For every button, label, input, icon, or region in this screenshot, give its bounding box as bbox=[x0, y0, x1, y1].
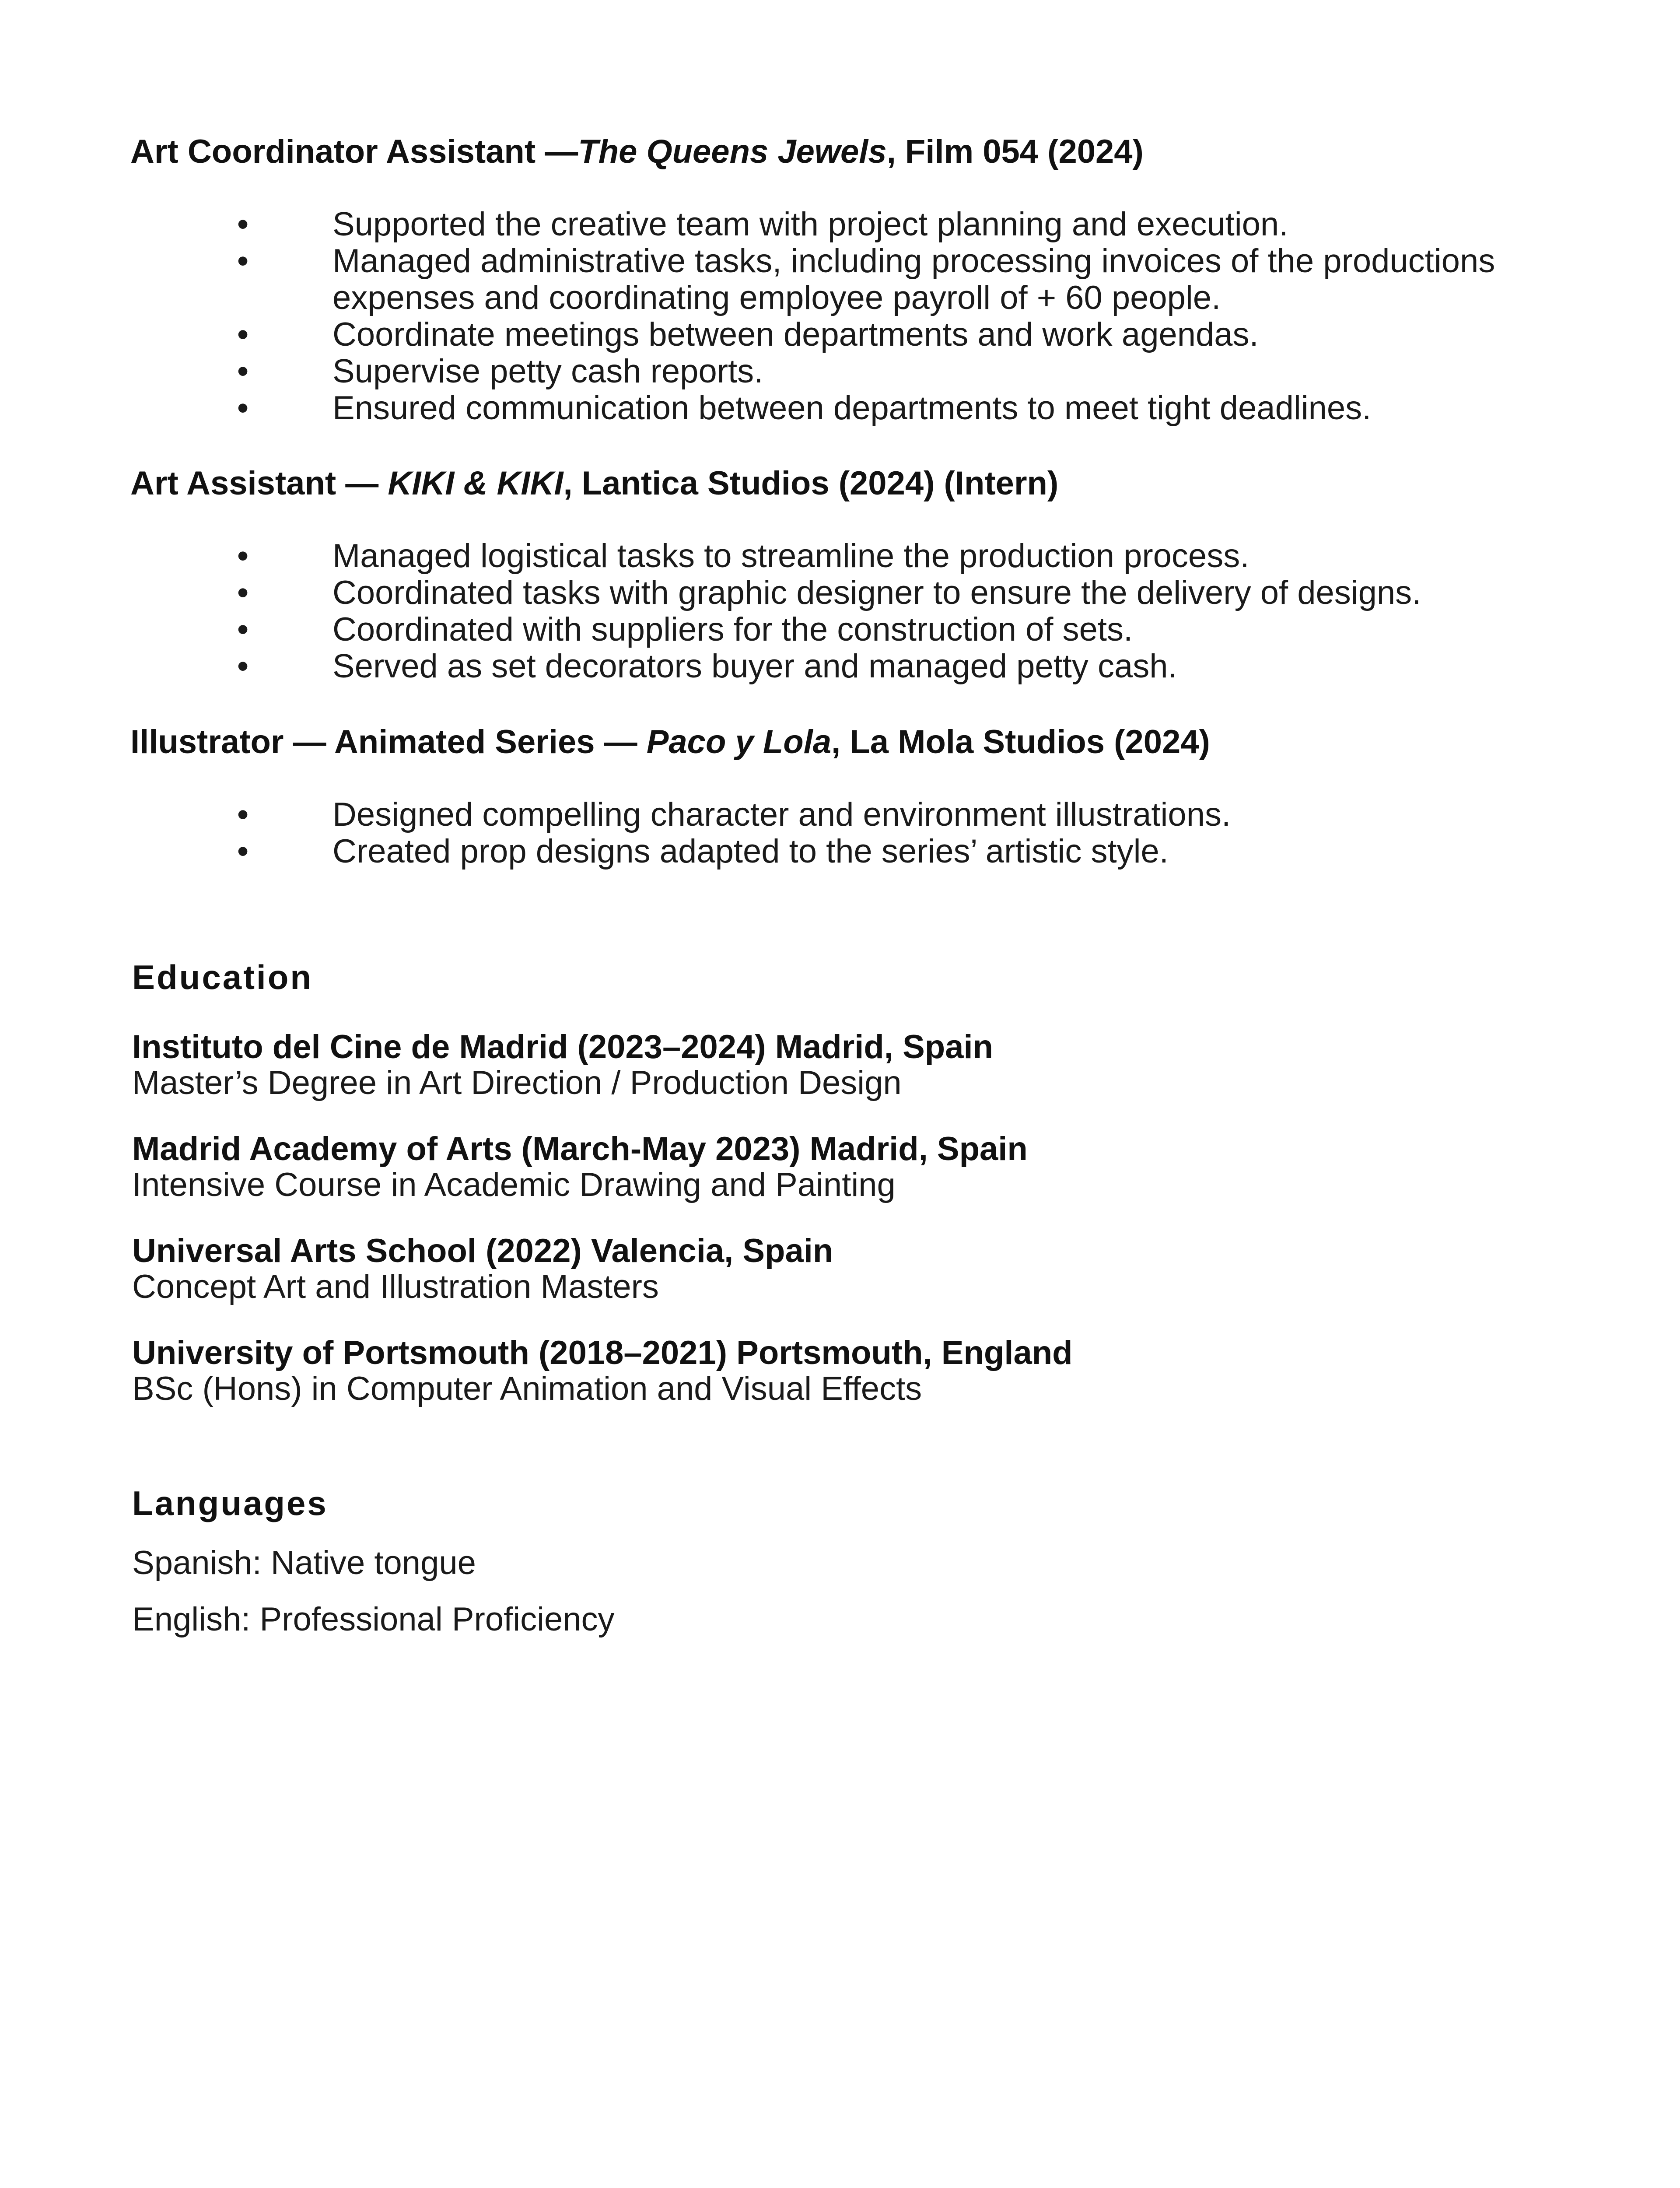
bullet-item: • Coordinate meetings between departments and work agendas. bbox=[130, 316, 1574, 353]
job-title-role: Art Assistant — bbox=[130, 465, 388, 502]
job-title-role: Art Coordinator Assistant — bbox=[130, 133, 578, 170]
language-item: Spanish: Native tongue bbox=[132, 1544, 476, 1581]
bullet-icon: • bbox=[237, 316, 249, 353]
languages-heading: Languages bbox=[132, 1484, 328, 1522]
job-bullets bbox=[130, 206, 1574, 427]
job-title bbox=[130, 133, 1574, 170]
bullet-item: • Coordinated with suppliers for the construction of sets. bbox=[130, 611, 1574, 648]
job-title-details: , La Mola Studios (2024) bbox=[831, 723, 1210, 761]
job-bullets bbox=[130, 796, 1574, 870]
degree-name: Intensive Course in Academic Drawing and Painting bbox=[132, 1166, 896, 1203]
bullet-icon: • bbox=[237, 796, 249, 833]
job-entry bbox=[130, 724, 1574, 870]
bullet-item: • Supported the creative team with project planning and execution. bbox=[130, 206, 1574, 243]
job-entry bbox=[130, 465, 1574, 685]
bullet-icon: • bbox=[237, 353, 249, 390]
degree-name: BSc (Hons) in Computer Animation and Visual Effects bbox=[132, 1370, 922, 1407]
bullet-item: • Created prop designs adapted to the series’ artistic style. bbox=[130, 833, 1574, 870]
job-title bbox=[130, 724, 1574, 761]
school-name: Instituto del Cine de Madrid (2023–2024) Madrid, Spain bbox=[132, 1028, 993, 1066]
bullet-icon: • bbox=[237, 206, 249, 243]
bullet-item: • Supervise petty cash reports. bbox=[130, 353, 1574, 390]
bullet-item: • Coordinated tasks with graphic designer to ensure the delivery of designs. bbox=[130, 575, 1574, 611]
education-entry bbox=[132, 1131, 1532, 1203]
job-entry bbox=[130, 133, 1574, 427]
bullet-icon: • bbox=[237, 648, 249, 685]
job-bullets bbox=[130, 538, 1574, 685]
education-heading: Education bbox=[132, 958, 313, 996]
school-name: Madrid Academy of Arts (March-May 2023) Madrid, Spain bbox=[132, 1130, 1028, 1168]
education-entry bbox=[132, 1335, 1532, 1407]
job-title-project: The Queens Jewels bbox=[578, 133, 887, 170]
bullet-item: • Served as set decorators buyer and managed petty cash. bbox=[130, 648, 1574, 685]
job-title-role: Illustrator — Animated Series — bbox=[130, 723, 647, 761]
bullet-icon: • bbox=[237, 242, 249, 280]
job-title-project: Paco y Lola bbox=[646, 723, 832, 761]
job-title bbox=[130, 465, 1574, 502]
bullet-item: • Designed compelling character and environment illustrations. bbox=[130, 796, 1574, 833]
bullet-icon: • bbox=[237, 389, 249, 427]
language-item: English: Professional Proficiency bbox=[132, 1601, 615, 1638]
job-title-project: KIKI & KIKI bbox=[388, 465, 564, 502]
bullet-icon: • bbox=[237, 537, 249, 575]
education-entry bbox=[132, 1233, 1532, 1305]
education-entry bbox=[132, 1029, 1532, 1101]
bullet-icon: • bbox=[237, 611, 249, 648]
bullet-icon: • bbox=[237, 574, 249, 611]
bullet-icon: • bbox=[237, 833, 249, 870]
school-name: Universal Arts School (2022) Valencia, Spain bbox=[132, 1232, 833, 1269]
job-title-details: , Film 054 (2024) bbox=[886, 133, 1144, 170]
bullet-item: • Managed logistical tasks to streamline the production process. bbox=[130, 538, 1574, 575]
degree-name: Master’s Degree in Art Direction / Production Design bbox=[132, 1064, 902, 1101]
school-name: University of Portsmouth (2018–2021) Portsmouth, England bbox=[132, 1334, 1073, 1371]
job-title-details: , Lantica Studios (2024) (Intern) bbox=[563, 465, 1059, 502]
degree-name: Concept Art and Illustration Masters bbox=[132, 1268, 659, 1305]
bullet-item: • Ensured communication between departments to meet tight deadlines. bbox=[130, 390, 1574, 427]
bullet-item: • Managed administrative tasks, including processing invoices of the productions expenses and coordinating employee payroll of + 60 people. bbox=[130, 243, 1574, 316]
